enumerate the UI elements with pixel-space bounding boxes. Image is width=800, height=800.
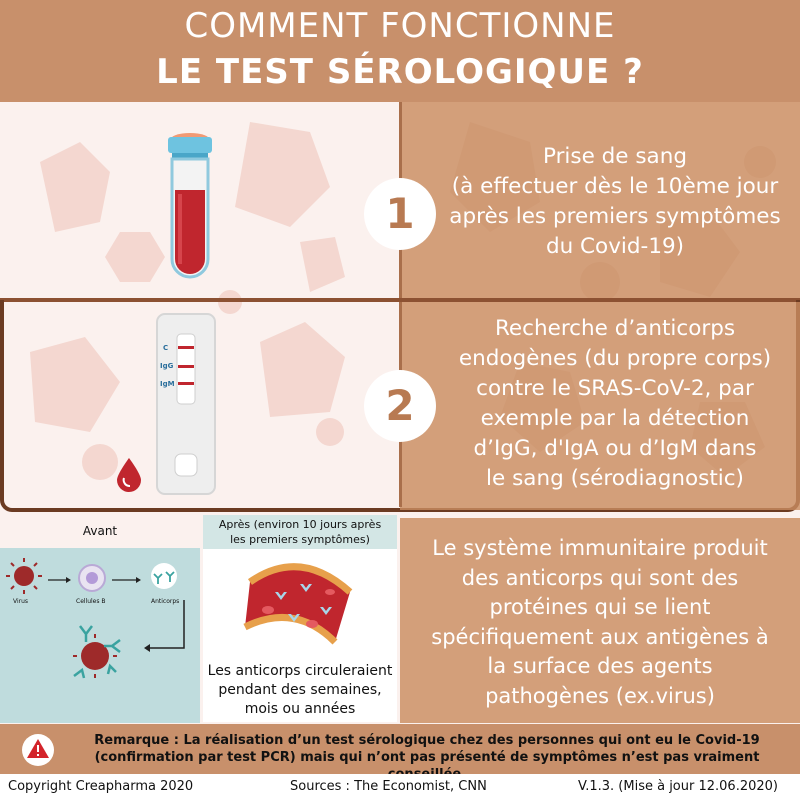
copyright-text: Copyright Creapharma 2020	[8, 779, 194, 794]
step-3-panel	[400, 518, 800, 723]
virus-icon	[6, 558, 42, 594]
antibody-label: Anticorps	[151, 598, 180, 605]
warning-icon	[26, 737, 50, 761]
b-cell-label: Cellules B	[76, 598, 106, 605]
version-text: V.1.3. (Mise à jour 12.06.2020)	[578, 779, 778, 794]
blood-tube-illustration	[160, 132, 220, 292]
apres-caption: Les anticorps circuleraient pendant des semaines, mois ou années	[207, 663, 393, 717]
step-1-number: 1	[364, 178, 436, 250]
blood-vessel-illustration	[240, 552, 365, 657]
apres-title: Après (environ 10 jours après les premiers symptômes)	[203, 515, 397, 549]
title-line-2: LE TEST SÉROLOGIQUE ?	[156, 52, 644, 92]
step-3-text: Le système immunitaire produit des anticorps qui sont des protéines qui se lient spécifiquement aux antigènes à la surface des agents pathogènes (ex.virus)	[431, 536, 769, 708]
b-cell-icon	[79, 565, 105, 591]
test-label-igg: IgG	[160, 362, 174, 370]
virus-with-antibodies-icon	[73, 626, 120, 678]
test-label-c: C	[163, 344, 169, 352]
avant-title: Avant	[82, 524, 118, 538]
warning-text: Remarque : La réalisation d’un test sérologique chez des personnes qui ont eu le Covid-19 (confirmation par test PCR) mais qui n’ont pas présenté de symptômes n’est pas vraiment	[94, 733, 760, 765]
step-2-text: Recherche d’anticorps endogènes (du propre corps) contre le SRAS-CoV-2, par exemple par la détection d’IgG, d'IgA ou d’IgM dans le sang (sérodiagnostic)	[458, 316, 772, 491]
step-1-text: Prise de sang (à effectuer dès le 10ème jour après les premiers symptômes du Covid-19)	[449, 144, 781, 259]
avant-flow-illustration	[0, 548, 200, 723]
antibody-icon	[151, 563, 177, 589]
step-2-panel	[400, 302, 800, 510]
rapid-test-cassette-illustration	[155, 312, 217, 497]
test-label-igm: IgM	[160, 380, 175, 388]
step-2-number: 2	[364, 370, 436, 442]
step-1-panel	[400, 102, 800, 300]
blood-drop-icon	[115, 456, 143, 492]
title-line-1: COMMENT FONCTIONNE	[184, 6, 616, 46]
sources-text: Sources : The Economist, CNN	[290, 779, 487, 794]
virus-label: Virus	[13, 598, 29, 605]
